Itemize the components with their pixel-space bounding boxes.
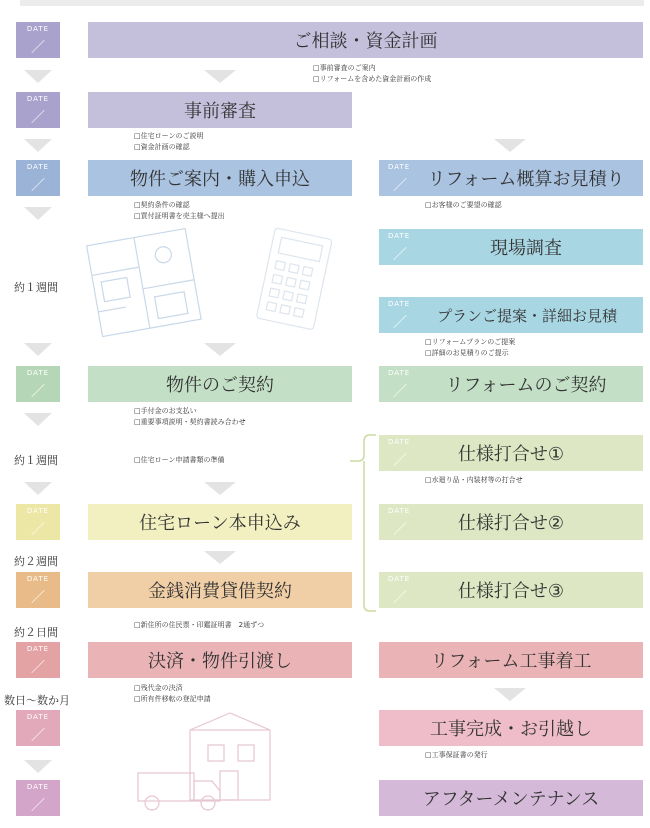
note-settlement: □残代金の決済 □所有件移転の登記申請 [134,684,211,703]
calculator-illustration [255,225,335,335]
step-title: アフターメンテナンス [422,789,600,810]
step-title: 物件ご案内・購入申込 [130,169,310,190]
arrow-down-icon [24,139,52,152]
step-reform-contract[interactable]: DATE ／ リフォームのご契約 [379,366,643,402]
date-box-property[interactable]: DATE ／ [16,160,60,196]
step-title: リフォームのご契約 [445,375,607,396]
note-estimate: □お客様のご要望の確認 [425,201,502,209]
duration-label: 約２日間 [14,626,58,639]
step-screening[interactable] [88,92,352,128]
duration-label: 約１週間 [14,281,58,294]
note-property: □契約条件の確認 □買付証明書を売主様へ提出 [134,201,225,220]
date-box-settlement[interactable]: DATE ／ [16,642,60,678]
step-complete[interactable] [379,710,643,746]
arrow-down-icon [494,139,526,152]
note-loan-contract: □新住所の住民票・印鑑証明書 2通ずつ [134,621,265,629]
arrow-down-icon [494,688,526,701]
arrow-down-icon [24,207,52,220]
house-truck-illustration [120,705,310,815]
duration-label: 約２週間 [14,555,58,568]
top-bar [20,0,644,6]
arrow-down-icon [24,413,52,426]
arrow-down-icon [24,482,52,495]
duration-label: 約１週間 [14,454,58,467]
arrow-down-icon [24,760,52,773]
arrow-down-icon [24,70,52,83]
note-consult: □事前審査のご案内 □リフォームを含めた資金計画の作成 [313,64,432,83]
step-loan-contract[interactable] [88,572,352,608]
step-settlement[interactable] [88,642,352,678]
step-title: 仕様打合せ① [457,444,565,465]
arrow-down-icon [204,70,236,83]
step-title: プランご提案・詳細お見積 [436,306,617,325]
date-box-move[interactable]: DATE ／ [16,710,60,746]
arrow-down-icon [204,343,236,356]
step-title: 決済・物件引渡し [148,651,292,672]
step-spec1[interactable]: DATE ／ 仕様打合せ① [379,435,643,471]
step-after[interactable] [379,780,643,816]
step-title: 物件のご契約 [166,375,274,396]
step-title: 仕様打合せ② [457,513,565,534]
note-spec1: □水廻り品・内装材等の打合せ [425,476,523,484]
step-property[interactable] [88,160,352,196]
step-loan[interactable] [88,504,352,540]
step-title: 事前審査 [184,101,256,122]
step-estimate[interactable]: DATE ／ リフォーム概算お見積り [379,160,643,196]
step-title: 仕様打合せ③ [457,581,565,602]
step-title: 工事完成・お引越し [430,719,592,740]
arrow-down-icon [204,551,236,564]
date-box-contract[interactable]: DATE ／ [16,366,60,402]
step-title: 金銭消費貸借契約 [148,581,292,602]
step-title: リフォーム概算お見積り [427,169,625,190]
arrow-down-icon [204,482,236,495]
step-title: 現場調査 [490,238,562,259]
step-contract[interactable] [88,366,352,402]
note-plan: □リフォームプランのご提案 □詳細のお見積りのご提示 [425,338,516,357]
step-start[interactable] [379,642,643,678]
bracket-connector [350,433,380,613]
note-screening: □住宅ローンのご説明 □資金計画の確認 [134,132,204,151]
step-spec3[interactable]: DATE ／ 仕様打合せ③ [379,572,643,608]
duration-label: 数日〜数か月 [4,694,70,707]
floorplan-illustration [82,218,212,348]
step-title: ご相談・資金計画 [293,31,438,52]
date-box-loan-contract[interactable]: DATE ／ [16,572,60,608]
arrow-down-icon [24,343,52,356]
note-complete: □工事保証書の発行 [425,751,488,759]
note-loan-prep: □住宅ローン申請書類の準備 [134,456,225,464]
date-box-after[interactable]: DATE ／ [16,780,60,816]
step-title: 住宅ローン本申込み [139,513,301,534]
step-survey[interactable]: DATE ／ 現場調査 [379,229,643,265]
step-title: リフォーム工事着工 [430,651,592,672]
note-contract: □手付金のお支払い □重要事項説明・契約書読み合わせ [134,407,246,426]
step-plan[interactable]: DATE ／ プランご提案・詳細お見積 [379,297,643,333]
date-box-screening[interactable]: DATE ／ [16,92,60,128]
date-box-loan[interactable]: DATE ／ [16,504,60,540]
step-spec2[interactable]: DATE ／ 仕様打合せ② [379,504,643,540]
date-box-consult[interactable]: DATE ／ [16,22,60,58]
step-consult[interactable] [88,22,643,58]
